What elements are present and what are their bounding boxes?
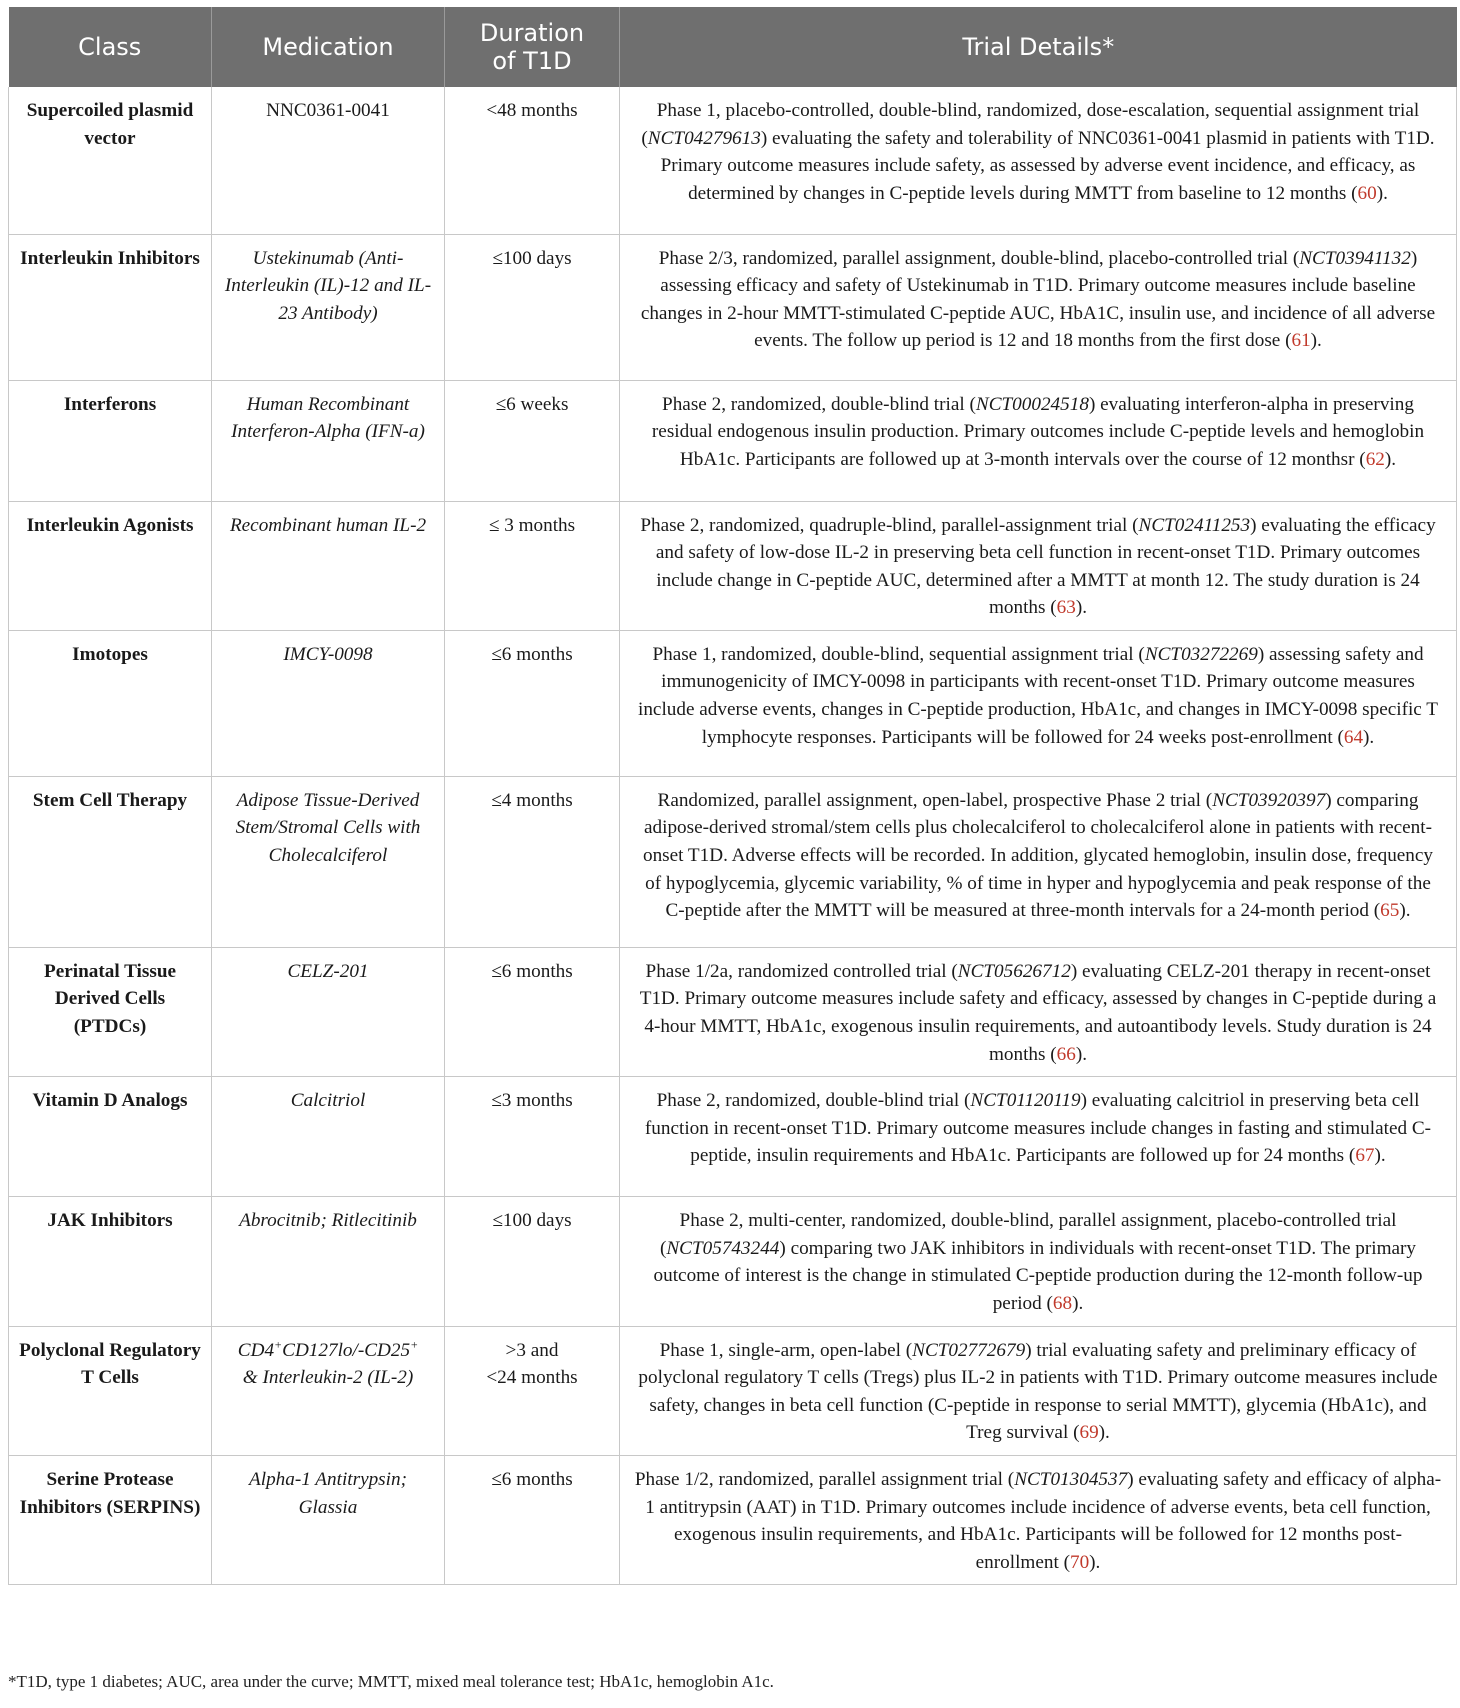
- table-row: [9, 1456, 1457, 1585]
- reference-link[interactable]: 60: [1357, 182, 1377, 204]
- header-medication: Medication: [212, 7, 445, 87]
- details-cell: [620, 1326, 1457, 1455]
- details-text: Phase 2, multi-center, randomized, double-blind, parallel assignment, placebo-controlled trial (: [659, 1210, 1397, 1259]
- duration-cell: ≤6 weeks: [445, 380, 620, 501]
- details-text: Phase 1, placebo-controlled, double-blind, randomized, dose-escalation, sequential assignment trial (: [641, 100, 1420, 149]
- details-cell: [620, 234, 1457, 380]
- class-cell: Serine Protease Inhibitors (SERPINS): [9, 1456, 212, 1585]
- medication-cell: Human Recombinant Interferon-Alpha (IFN-a): [212, 380, 445, 501]
- nct-id: NCT02411253: [1138, 514, 1251, 536]
- marker-sup: +: [274, 1337, 283, 1352]
- table-header-row: [9, 7, 1457, 87]
- details-text: ) assessing efficacy and safety of Ustekinumab in T1D. Primary outcome measures include baseline changes in 2-hour MMTT-stimulated C-peptide AUC, HbA1C, insulin use, and incidence of all adverse events. The follow up period is 12 and 18 months from the first dose (: [640, 247, 1436, 352]
- reference-link[interactable]: 68: [1052, 1293, 1073, 1315]
- trials-table-container: [8, 7, 1456, 1585]
- marker-text: CD127lo/-CD25: [282, 1339, 411, 1361]
- details-text: ).: [1075, 1043, 1088, 1065]
- details-cell: [620, 776, 1457, 947]
- table-row: [9, 630, 1457, 776]
- details-text: Phase 1/2a, randomized controlled trial (: [645, 960, 958, 982]
- reference-link[interactable]: 63: [1056, 597, 1076, 619]
- details-text: ).: [1098, 1422, 1110, 1444]
- class-cell: Interleukin Agonists: [9, 501, 212, 630]
- details-text: Phase 2, randomized, double-blind trial (: [662, 393, 976, 415]
- duration-cell: ≤6 months: [445, 1456, 620, 1585]
- details-text: Phase 2, randomized, quadruple-blind, parallel-assignment trial (: [640, 514, 1139, 536]
- reference-link[interactable]: 67: [1355, 1145, 1375, 1167]
- details-text: ) comparing two JAK inhibitors in individuals with recent-onset T1D. The primary outcome of interest is the change in stimulated C-peptide production during the 12-month follow-up period (: [653, 1237, 1423, 1315]
- duration-cell: ≤4 months: [445, 776, 620, 947]
- details-text: ).: [1374, 1145, 1386, 1167]
- medication-cell: NNC0361-0041: [212, 87, 445, 234]
- header-duration-line2: of T1D: [492, 47, 572, 75]
- reference-link[interactable]: 61: [1291, 330, 1311, 352]
- details-text: ) evaluating safety and efficacy of alpha-1 antitrypsin (AAT) in T1D. Primary outcomes include incidence of adverse events, beta cell function, exogenous insulin requirements, and HbA1c. Participants will be followed for 12 months post-enrollment (: [645, 1469, 1442, 1573]
- medication-cell: IMCY-0098: [212, 630, 445, 776]
- duration-cell: ≤100 days: [445, 1197, 620, 1326]
- details-text: ).: [1384, 448, 1397, 470]
- reference-link[interactable]: 70: [1069, 1551, 1090, 1573]
- reference-link[interactable]: 62: [1365, 448, 1385, 470]
- details-cell: [620, 1456, 1457, 1585]
- medication-cell: Adipose Tissue-Derived Stem/Stromal Cells with Cholecalciferol: [212, 776, 445, 947]
- marker-sup: +: [410, 1337, 419, 1352]
- header-details: Trial Details*: [620, 7, 1457, 87]
- table-row: [9, 947, 1457, 1076]
- class-cell: Vitamin D Analogs: [9, 1077, 212, 1197]
- reference-link[interactable]: 65: [1380, 900, 1400, 922]
- nct-id: NCT01120119: [970, 1090, 1081, 1112]
- class-cell: Interleukin Inhibitors: [9, 234, 212, 380]
- nct-id: NCT05743244: [666, 1237, 780, 1259]
- nct-id: NCT03941132: [1299, 247, 1411, 269]
- details-text: ) evaluating the safety and tolerability of NNC0361-0041 plasmid in patients with T1D. Primary outcome measures include safety, as assessed by adverse event incidence, and efficacy, as determined by changes in C-peptide levels during MMTT from baseline to 12 months (: [660, 127, 1435, 204]
- table-row: [9, 380, 1457, 501]
- nct-id: NCT01304537: [1014, 1469, 1128, 1490]
- class-cell: JAK Inhibitors: [9, 1197, 212, 1326]
- reference-link[interactable]: 64: [1343, 726, 1364, 748]
- table-row: [9, 776, 1457, 947]
- reference-link[interactable]: 69: [1079, 1422, 1099, 1444]
- table-row: [9, 234, 1457, 380]
- details-cell: [620, 380, 1457, 501]
- duration-cell: ≤6 months: [445, 947, 620, 1076]
- details-text: ).: [1310, 330, 1322, 352]
- duration-cell: [445, 1326, 620, 1455]
- trials-table: [8, 7, 1457, 1585]
- nct-id: NCT03272269: [1144, 643, 1258, 665]
- class-cell: Perinatal Tissue Derived Cells (PTDCs): [9, 947, 212, 1076]
- medication-cell: Abrocitnib; Ritlecitinib: [212, 1197, 445, 1326]
- duration-cell: ≤100 days: [445, 234, 620, 380]
- class-cell: Imotopes: [9, 630, 212, 776]
- details-text: ) evaluating calcitriol in preserving beta cell function in recent-onset T1D. Primary outcome measures include changes in fasting and stimulated C-peptide, insulin requirements and HbA1c. Participants are followed up for 24 months (: [644, 1090, 1432, 1167]
- nct-id: NCT00024518: [975, 393, 1089, 415]
- table-row: [9, 1326, 1457, 1455]
- header-duration: [445, 7, 620, 87]
- details-text: ) trial evaluating safety and preliminary efficacy of polyclonal regulatory T cells (Tregs) plus IL-2 in patients with T1D. Primary outcome measures include safety, changes in beta cell function (C-peptide in response to serial MMTT), glycemia (HbA1c), and Treg survival (: [638, 1339, 1438, 1444]
- nct-id: NCT02772679: [912, 1339, 1026, 1361]
- details-text: Randomized, parallel assignment, open-label, prospective Phase 2 trial (: [657, 789, 1213, 811]
- class-cell: Stem Cell Therapy: [9, 776, 212, 947]
- details-text: ) evaluating the efficacy and safety of low-dose IL-2 in preserving beta cell function in recent-onset T1D. Primary outcomes include change in C-peptide AUC, determined after a MMTT at month 12. The study duration is 24 months (: [655, 514, 1436, 619]
- header-class: Class: [9, 7, 212, 87]
- table-row: [9, 1077, 1457, 1197]
- reference-link[interactable]: 66: [1056, 1043, 1076, 1065]
- details-text: ).: [1072, 1293, 1084, 1315]
- details-cell: [620, 1077, 1457, 1197]
- details-cell: [620, 87, 1457, 234]
- details-cell: [620, 501, 1457, 630]
- details-text: ) comparing adipose-derived stromal/stem cells plus cholecalciferol to cholecalciferol alone in patients with recent-onset T1D. Adverse effects will be recorded. In addition, glycated hemoglobin, insulin dose, frequency of hypoglycemia, glycemic variability, % of time in hyper and hypoglycemia and peak response of the C-peptide after the MMTT will be measured at three-month intervals for a 24-month period (: [642, 789, 1434, 922]
- nct-id: NCT03920397: [1212, 789, 1326, 811]
- nct-id: NCT04279613: [647, 127, 761, 149]
- class-cell: Polyclonal Regulatory T Cells: [9, 1326, 212, 1455]
- details-text: ).: [1089, 1551, 1101, 1573]
- class-cell: Interferons: [9, 380, 212, 501]
- medication-cell: Ustekinumab (Anti-Interleukin (IL)-12 and IL-23 Antibody): [212, 234, 445, 380]
- medication-cell: Alpha-1 Antitrypsin; Glassia: [212, 1456, 445, 1585]
- duration-cell: ≤3 months: [445, 1077, 620, 1197]
- details-cell: [620, 1197, 1457, 1326]
- details-text: ).: [1399, 900, 1411, 922]
- details-text: ) assessing safety and immunogenicity of IMCY-0098 in participants with recent-onset T1D. Primary outcome measures include adverse events, changes in C-peptide production, HbA1c, and changes in IMCY-0098 specific T lymphocyte responses. Participants will be followed for 24 weeks post-enrollment (: [638, 643, 1438, 748]
- duration-cell: ≤ 3 months: [445, 501, 620, 630]
- medication-cell: CELZ-201: [212, 947, 445, 1076]
- duration-line: <24 months: [486, 1367, 578, 1389]
- details-text: Phase 2/3, randomized, parallel assignment, double-blind, placebo-controlled trial (: [658, 247, 1300, 269]
- class-cell: Supercoiled plasmid vector: [9, 87, 212, 234]
- details-text: Phase 1/2, randomized, parallel assignment trial (: [634, 1469, 1015, 1490]
- details-text: ) evaluating CELZ-201 therapy in recent-onset T1D. Primary outcome measures include safety and efficacy, assessed by changes in C-peptide during a 4-hour MMTT, HbA1c, exogenous insulin requirements, and autoantibody levels. Study duration is 24 months (: [639, 960, 1437, 1065]
- nct-id: NCT05626712: [957, 960, 1071, 982]
- details-text: ) evaluating interferon-alpha in preserving residual endogenous insulin production. Primary outcomes include C-peptide levels and hemoglobin HbA1c. Participants are followed up at 3-month intervals over the course of 12 monthsr (: [651, 393, 1425, 470]
- duration-cell: <48 months: [445, 87, 620, 234]
- marker-text: & Interleukin-2 (IL-2): [242, 1367, 414, 1389]
- details-text: Phase 1, randomized, double-blind, sequential assignment trial (: [652, 643, 1145, 665]
- table-row: [9, 87, 1457, 234]
- table-row: [9, 501, 1457, 630]
- header-duration-line1: Duration: [479, 19, 585, 47]
- details-text: ).: [1363, 726, 1375, 748]
- details-cell: [620, 947, 1457, 1076]
- medication-cell: Recombinant human IL-2: [212, 501, 445, 630]
- details-cell: [620, 630, 1457, 776]
- details-text: Phase 2, randomized, double-blind trial (: [656, 1090, 971, 1112]
- duration-cell: ≤6 months: [445, 630, 620, 776]
- details-text: ).: [1075, 597, 1088, 619]
- marker-text: CD4: [237, 1339, 275, 1361]
- table-footnote: *T1D, type 1 diabetes; AUC, area under the curve; MMTT, mixed meal tolerance test; HbA1c, hemoglobin A1c.: [8, 1672, 774, 1691]
- medication-cell: Calcitriol: [212, 1077, 445, 1197]
- medication-cell: [212, 1326, 445, 1455]
- details-text: Phase 1, single-arm, open-label (: [659, 1339, 913, 1361]
- duration-line: >3 and: [505, 1339, 559, 1361]
- table-row: [9, 1197, 1457, 1326]
- details-text: ).: [1376, 182, 1388, 204]
